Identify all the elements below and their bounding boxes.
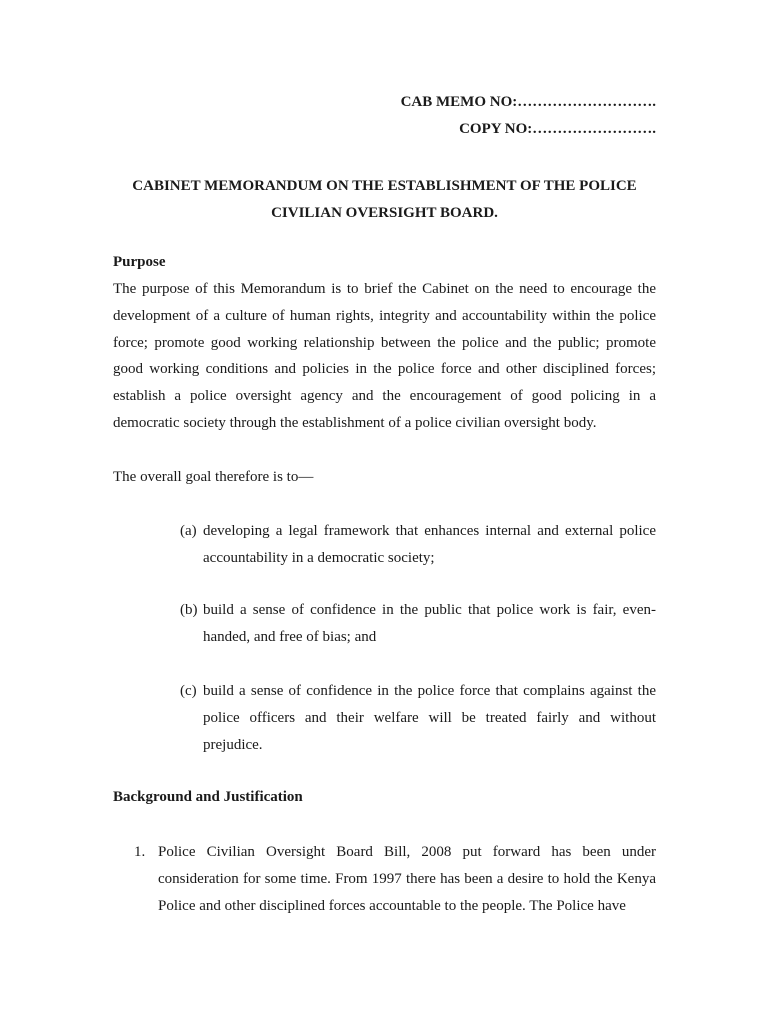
goal-text: build a sense of confidence in the police force that complains against the police officers and their welfare will be treated fairly and without prejudice. <box>203 683 656 753</box>
document-title: CABINET MEMORANDUM ON THE ESTABLISHMENT OF THE POLICE CIVILIAN OVERSIGHT BOARD. <box>132 178 637 221</box>
goal-item-c <box>180 678 656 758</box>
item-number: 1. <box>134 844 146 860</box>
goal-item-b <box>180 597 656 651</box>
goal-item-a <box>180 518 656 572</box>
purpose-paragraph: The purpose of this Memorandum is to brief the Cabinet on the need to encourage the development of a culture of human rights, integrity and accountability within the police force; promote good working relationship between the police and the public; promote good working conditions and policies in the police force and other disciplined forces; establish a police oversight agency and the encouragement of good policing in a democratic society through the establishment of a police civilian oversight body. <box>113 281 656 431</box>
goal-marker: (b) <box>180 602 198 618</box>
goal-text: developing a legal framework that enhances internal and external police accountability in a democratic society; <box>203 523 656 566</box>
item-text: Police Civilian Oversight Board Bill, 2008 put forward has been under consideration for some time. From 1997 there has been a desire to hold the Kenya Police and other disciplined forces accountable to the people. The Police have <box>158 844 656 914</box>
cab-memo-number: CAB MEMO NO:………………………. <box>400 94 656 110</box>
goal-marker: (c) <box>180 683 197 699</box>
background-heading: Background and Justification <box>113 789 303 805</box>
background-item-1 <box>134 839 656 919</box>
purpose-heading: Purpose <box>113 254 166 270</box>
goal-marker: (a) <box>180 523 197 539</box>
goal-text: build a sense of confidence in the public that police work is fair, even-handed, and free of bias; and <box>203 602 656 645</box>
copy-number: COPY NO:……………………. <box>459 121 656 137</box>
goal-intro: The overall goal therefore is to— <box>113 469 314 485</box>
